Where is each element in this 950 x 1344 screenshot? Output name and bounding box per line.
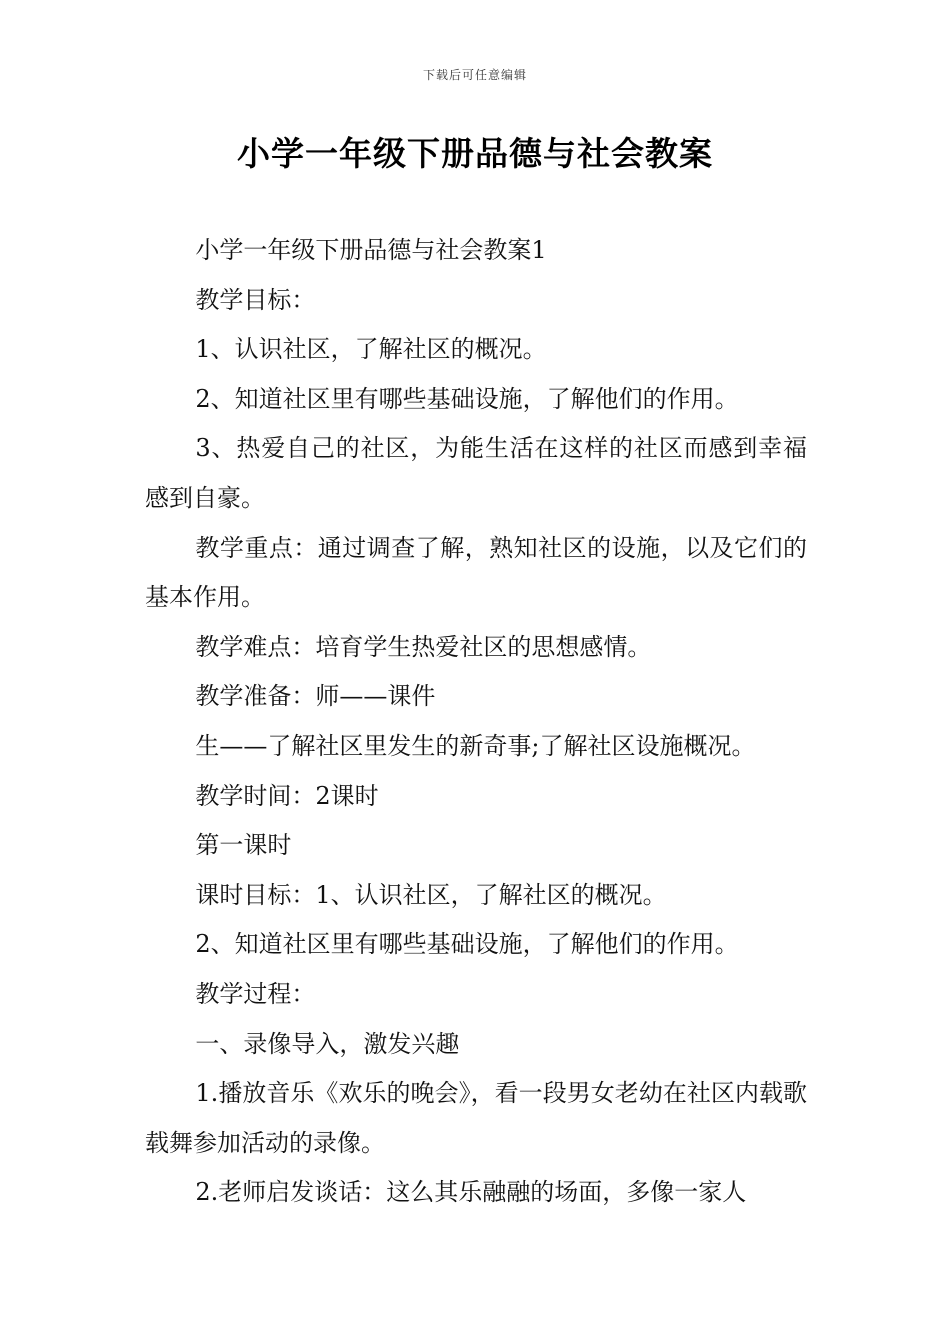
page-title: 小学一年级下册品德与社会教案: [237, 134, 713, 173]
paragraph: 2、知道社区里有哪些基础设施，了解他们的作用。: [195, 930, 739, 959]
document-body: [145, 226, 807, 1218]
paragraph: 1.播放音乐《欢乐的晚会》，看一段男女老幼在社区内载歌载舞参加活动的录像。: [145, 1079, 807, 1157]
paragraph: 3、热爱自己的社区，为能生活在这样的社区而感到幸福感到自豪。: [145, 434, 807, 512]
paragraph: 课时目标：1、认识社区，了解社区的概况。: [195, 880, 667, 909]
paragraph: 2、知道社区里有哪些基础设施，了解他们的作用。: [195, 384, 739, 413]
paragraph: 教学目标：: [195, 285, 316, 314]
paragraph: 教学时间：2课时: [195, 781, 379, 810]
paragraph: 一、录像导入，激发兴趣: [195, 1029, 460, 1058]
paragraph: 1、认识社区，了解社区的概况。: [195, 335, 547, 364]
paragraph: 第一课时: [195, 831, 292, 860]
paragraph: 教学过程：: [195, 979, 316, 1008]
paragraph: 教学难点：培育学生热爱社区的思想感情。: [195, 632, 652, 661]
paragraph: 教学准备：师——课件: [195, 682, 436, 711]
paragraph: 小学一年级下册品德与社会教案1: [195, 236, 547, 264]
header-note: 下载后可任意编辑: [422, 68, 527, 82]
paragraph: 2.老师启发谈话：这么其乐融融的场面，多像一家人: [195, 1178, 747, 1207]
paragraph: 生——了解社区里发生的新奇事;了解社区设施概况。: [195, 731, 756, 760]
paragraph: 教学重点：通过调查了解，熟知社区的设施，以及它们的基本作用。: [145, 533, 807, 612]
